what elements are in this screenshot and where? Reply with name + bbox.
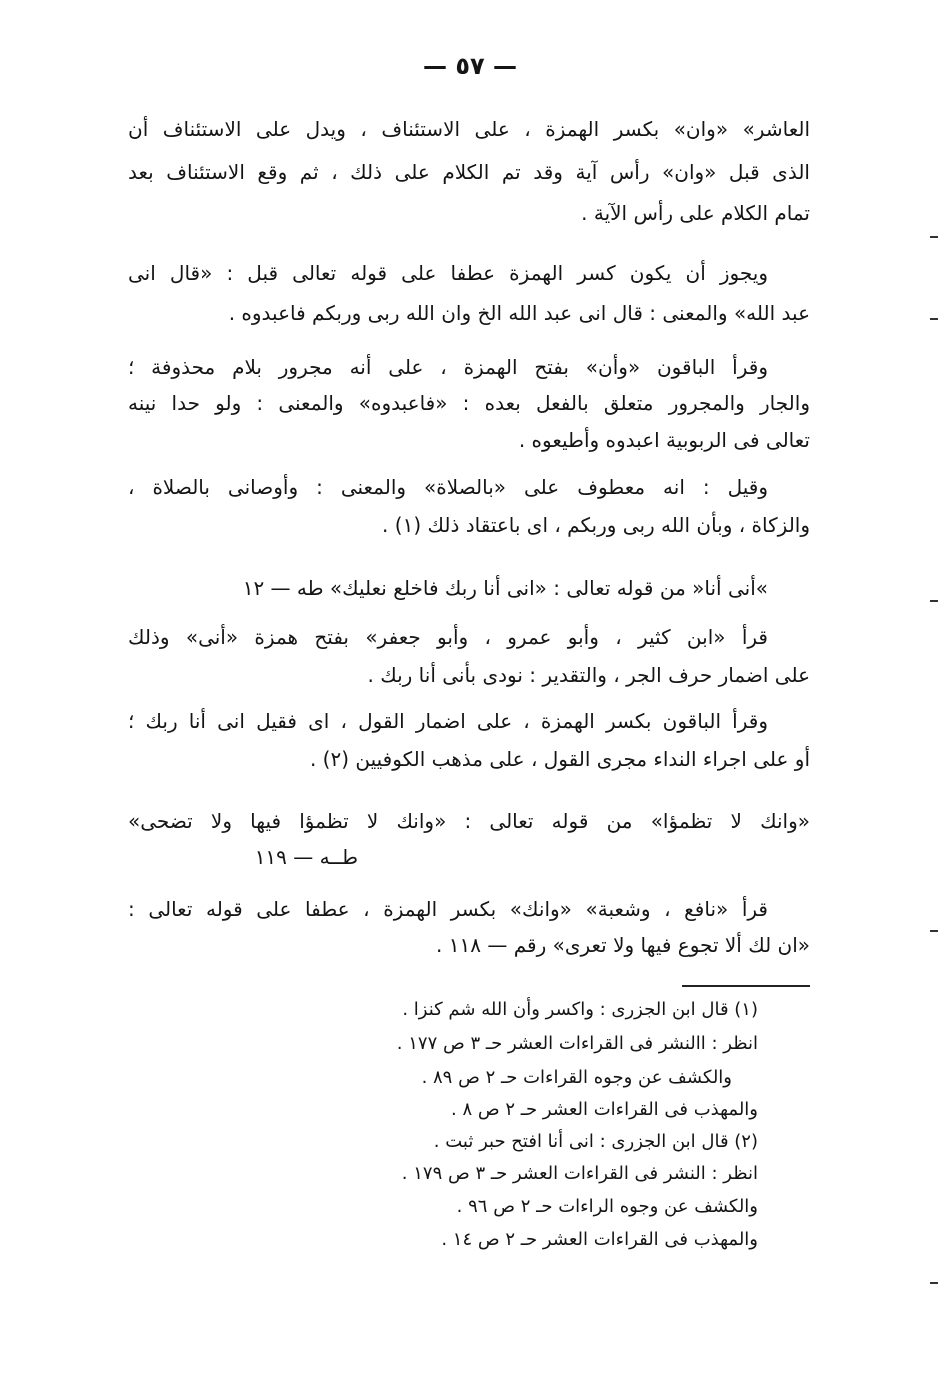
footnote-line: انظر : النشر فى القراءات العشر حـ ٣ ص ١٧٩ .	[401, 1163, 758, 1184]
margin-mark	[930, 318, 938, 320]
margin-mark	[930, 1282, 938, 1284]
text-line: «ان لك ألا تجوع فيها ولا تعرى» رقم — ١١٨ .	[436, 933, 810, 957]
text-line: على اضمار حرف الجر ، والتقدير : نودى بأنى أنا ربك .	[367, 663, 810, 687]
text-line: أو على اجراء النداء مجرى القول ، على مذهب الكوفيين (٢) .	[309, 747, 810, 771]
footnote-line: والمهذب فى القراءات العشر حـ ٢ ص ٨ .	[451, 1099, 758, 1120]
text-line: وقرأ الباقون بكسر الهمزة ، على اضمار القول ، اى فقيل انى أنا ربك ؛	[128, 709, 768, 733]
footnote-line: (١) قال ابن الجزرى : واكسر وأن الله شم كنزا .	[402, 999, 758, 1020]
text-line: قرأ «نافع ، وشعبة» «وانك» بكسر الهمزة ، عطفا على قوله تعالى :	[128, 897, 768, 921]
text-line: ويجوز أن يكون كسر الهمزة عطفا على قوله تعالى قبل : «قال انى	[128, 261, 768, 285]
text-line: »أنى أنا« من قوله تعالى : «انى أنا ربك فاخلع نعليك» طه — ١٢	[242, 576, 768, 600]
margin-mark	[930, 236, 938, 238]
footnote-line: والكشف عن وجوه القراءات حـ ٢ ص ٨٩ .	[421, 1067, 732, 1088]
text-line: وقرأ الباقون «وأن» بفتح الهمزة ، على أنه مجرور بلام محذوفة ؛	[128, 355, 768, 379]
footnote-line: والمهذب فى القراءات العشر حـ ٢ ص ١٤ .	[441, 1229, 758, 1250]
footnotes	[260, 0, 758, 1380]
text-line: تمام الكلام على رأس الآية .	[581, 201, 810, 225]
text-line: والجار والمجرور متعلق بالفعل بعده : «فاعبدوه» والمعنى : ولو حدا نينه	[128, 391, 810, 415]
text-line: الذى قبل «وان» رأس آية وقد تم الكلام على ذلك ، ثم وقع الاستئناف بعد	[128, 160, 810, 184]
footnote-line: انظر : االنشر فى القراءات العشر حـ ٣ ص ١٧٧ .	[396, 1033, 758, 1054]
margin-mark	[930, 930, 938, 932]
footnote-line: (٢) قال ابن الجزرى : انى أنا افتح حبر ثبت .	[433, 1131, 758, 1152]
margin-mark	[930, 600, 938, 602]
text-line: «وانك لا تظمؤا» من قوله تعالى : «وانك لا تظمؤا فيها ولا تضحى»	[128, 809, 810, 833]
text-line: عبد الله» والمعنى : قال انى عبد الله الخ وان الله ربى وربكم فاعبدوه .	[228, 301, 810, 325]
text-line: العاشر» «وان» بكسر الهمزة ، على الاستئناف ، ويدل على الاستئناف أن	[128, 117, 810, 141]
footnote-line: والكشف عن وجوه الراءات حـ ٢ ص ٩٦ .	[456, 1196, 758, 1217]
text-line: قرأ «ابن كثير ، وأبو عمرو ، وأبو جعفر» بفتح همزة «أنى» وذلك	[128, 625, 768, 649]
text-line: طــه — ١١٩	[254, 845, 358, 869]
page-number: — ٥٧ —	[422, 52, 517, 80]
text-line: والزكاة ، وبأن الله ربى وربكم ، اى باعتقاد ذلك (١) .	[382, 513, 810, 537]
text-line: تعالى فى الربوبية اعبدوه وأطيعوه .	[518, 428, 810, 452]
text-line: وقيل : انه معطوف على «بالصلاة» والمعنى : وأوصانى بالصلاة ،	[128, 475, 768, 499]
